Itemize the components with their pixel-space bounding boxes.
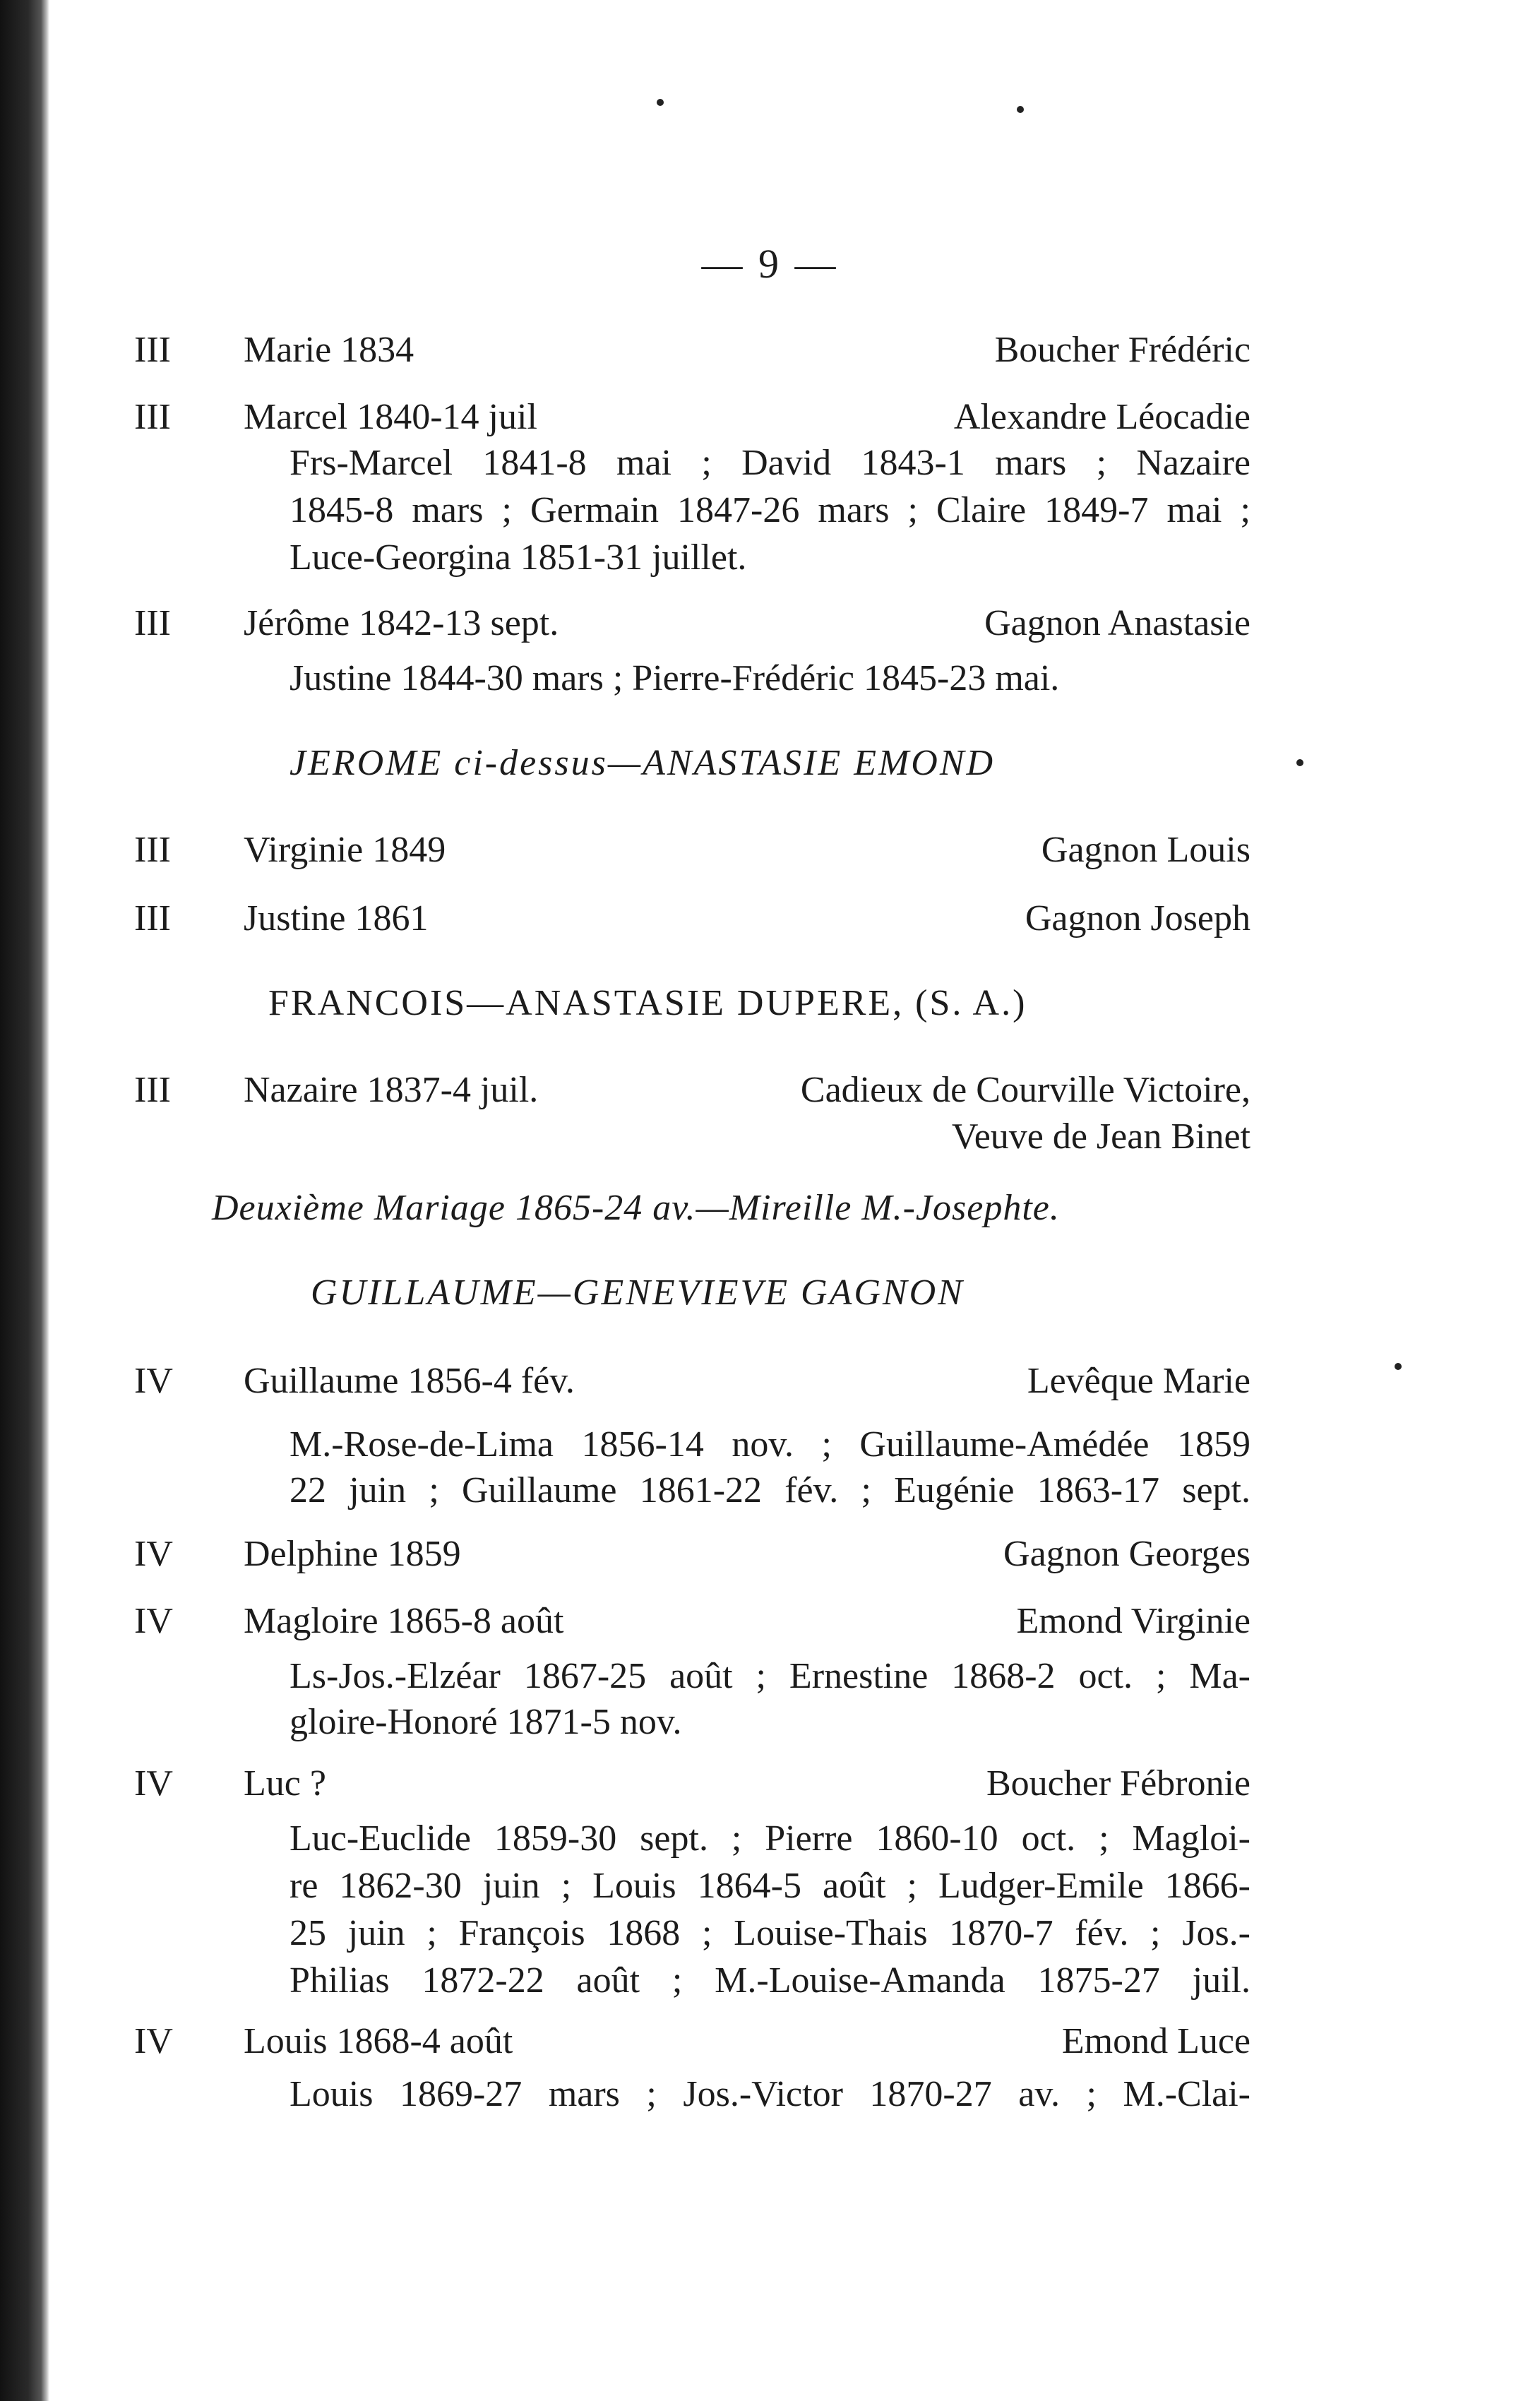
children-line: re 1862-30 juin ; Louis 1864-5 août ; Ludger-Emile 1866- bbox=[290, 1866, 1250, 1906]
generation-marker: IV bbox=[134, 2021, 173, 2061]
person-name: Nazaire 1837-4 juil. bbox=[244, 1070, 539, 1110]
children-line: 25 juin ; François 1868 ; Louise-Thais 1870-7 fév. ; Jos.- bbox=[290, 1913, 1250, 1953]
marriage-note: Deuxième Mariage 1865-24 av.—Mireille M.-Josephte. bbox=[212, 1188, 1060, 1228]
spouse-name: Levêque Marie bbox=[1027, 1361, 1250, 1401]
person-name: Luc ? bbox=[244, 1763, 326, 1804]
spouse-name: Boucher Frédéric bbox=[994, 330, 1250, 370]
children-line: Justine 1844-30 mars ; Pierre-Frédéric 1845-23 mai. bbox=[290, 658, 1060, 698]
family-heading: FRANCOIS—ANASTASIE DUPERE, (S. A.) bbox=[268, 983, 1027, 1023]
scan-edge bbox=[0, 0, 49, 2401]
children-line: M.-Rose-de-Lima 1856-14 nov. ; Guillaume-Amédée 1859 bbox=[290, 1424, 1250, 1465]
generation-marker: III bbox=[134, 898, 171, 939]
scan-speck bbox=[1017, 106, 1024, 113]
children-line: Louis 1869-27 mars ; Jos.-Victor 1870-27 av. ; M.-Clai- bbox=[290, 2074, 1250, 2114]
generation-marker: III bbox=[134, 330, 171, 370]
family-heading: JEROME ci-dessus—ANASTASIE EMOND bbox=[290, 743, 996, 783]
person-name: Delphine 1859 bbox=[244, 1534, 461, 1574]
person-name: Jérôme 1842-13 sept. bbox=[244, 603, 559, 643]
children-line: Luc-Euclide 1859-30 sept. ; Pierre 1860-10 oct. ; Magloi- bbox=[290, 1818, 1250, 1859]
generation-marker: IV bbox=[134, 1361, 173, 1401]
children-line: 22 juin ; Guillaume 1861-22 fév. ; Eugénie 1863-17 sept. bbox=[290, 1470, 1250, 1511]
spouse-name: Gagnon Georges bbox=[1003, 1534, 1250, 1574]
person-name: Virginie 1849 bbox=[244, 830, 446, 870]
generation-marker: IV bbox=[134, 1601, 173, 1641]
generation-marker: III bbox=[134, 603, 171, 643]
person-name: Magloire 1865-8 août bbox=[244, 1601, 564, 1641]
children-line: Frs-Marcel 1841-8 mai ; David 1843-1 mars ; Nazaire bbox=[290, 443, 1250, 483]
person-name: Guillaume 1856-4 fév. bbox=[244, 1361, 575, 1401]
spouse-name: Gagnon Joseph bbox=[1025, 898, 1250, 939]
person-name: Louis 1868-4 août bbox=[244, 2021, 513, 2061]
spouse-name: Gagnon Louis bbox=[1041, 830, 1250, 870]
page-number: — 9 — bbox=[701, 241, 839, 287]
spouse-note: Veuve de Jean Binet bbox=[951, 1116, 1250, 1157]
generation-marker: IV bbox=[134, 1534, 173, 1574]
children-line: Ls-Jos.-Elzéar 1867-25 août ; Ernestine 1868-2 oct. ; Ma- bbox=[290, 1656, 1250, 1696]
children-line: Luce-Georgina 1851-31 juillet. bbox=[290, 537, 747, 578]
children-line: gloire-Honoré 1871-5 nov. bbox=[290, 1702, 682, 1742]
spouse-name: Boucher Fébronie bbox=[986, 1763, 1250, 1804]
scan-speck bbox=[657, 99, 664, 106]
generation-marker: IV bbox=[134, 1763, 173, 1804]
children-line: Philias 1872-22 août ; M.-Louise-Amanda 1875-27 juil. bbox=[290, 1960, 1250, 2001]
generation-marker: III bbox=[134, 830, 171, 870]
family-heading: GUILLAUME—GENEVIEVE GAGNON bbox=[311, 1273, 965, 1313]
generation-marker: III bbox=[134, 397, 171, 437]
spouse-name: Cadieux de Courville Victoire, bbox=[800, 1070, 1250, 1110]
spouse-name: Emond Virginie bbox=[1016, 1601, 1250, 1641]
scan-speck bbox=[1395, 1363, 1402, 1370]
scan-speck bbox=[1296, 759, 1303, 766]
spouse-name: Gagnon Anastasie bbox=[984, 603, 1250, 643]
person-name: Justine 1861 bbox=[244, 898, 429, 939]
person-name: Marie 1834 bbox=[244, 330, 414, 370]
spouse-name: Emond Luce bbox=[1061, 2021, 1250, 2061]
generation-marker: III bbox=[134, 1070, 171, 1110]
person-name: Marcel 1840-14 juil bbox=[244, 397, 537, 437]
children-line: 1845-8 mars ; Germain 1847-26 mars ; Claire 1849-7 mai ; bbox=[290, 490, 1250, 530]
spouse-name: Alexandre Léocadie bbox=[953, 397, 1250, 437]
